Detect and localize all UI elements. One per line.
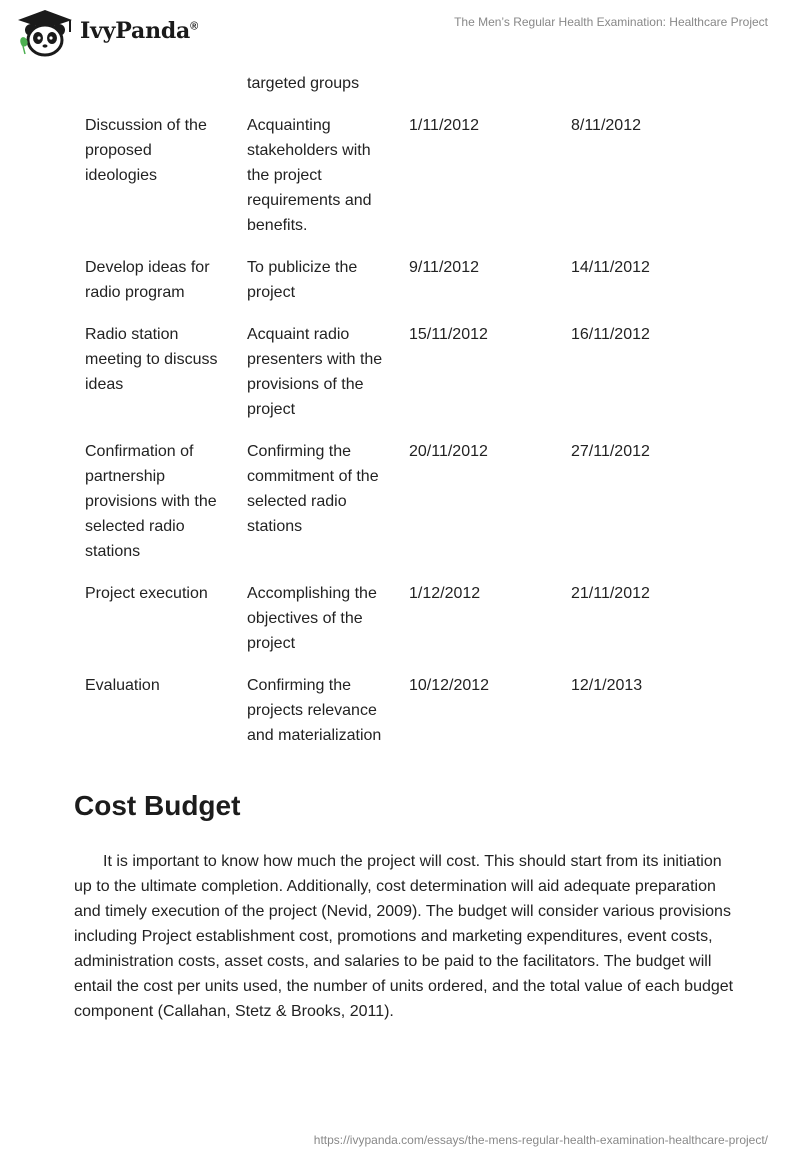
ivypanda-logo[interactable] bbox=[14, 8, 76, 58]
end-date-cell bbox=[561, 71, 735, 96]
brand-text: IvyPanda bbox=[80, 18, 191, 44]
page-header bbox=[0, 0, 800, 60]
schedule-table bbox=[75, 71, 735, 748]
end-date-cell: 14/11/2012 bbox=[571, 259, 650, 276]
purpose-cell: targeted groups bbox=[247, 75, 360, 92]
end-date-cell: 16/11/2012 bbox=[571, 326, 650, 343]
table-row bbox=[75, 113, 735, 238]
table-row-continued bbox=[75, 71, 735, 96]
activity-cell: Evaluation bbox=[85, 677, 160, 694]
registered-mark: ® bbox=[190, 20, 199, 33]
activity-cell bbox=[75, 71, 237, 96]
start-date-cell: 10/12/2012 bbox=[409, 677, 490, 694]
purpose-cell: Accomplishing the objectives of the project bbox=[247, 585, 377, 652]
activity-cell: Radio station meeting to discuss ideas bbox=[85, 326, 218, 393]
activity-cell: Project execution bbox=[85, 585, 208, 602]
start-date-cell bbox=[399, 71, 561, 96]
end-date-cell: 27/11/2012 bbox=[571, 443, 650, 460]
table-row bbox=[75, 255, 735, 305]
end-date-cell: 8/11/2012 bbox=[571, 117, 641, 134]
start-date-cell: 15/11/2012 bbox=[409, 326, 488, 343]
table-row bbox=[75, 439, 735, 564]
purpose-cell: To publicize the project bbox=[247, 259, 358, 301]
end-date-cell: 21/11/2012 bbox=[571, 585, 650, 602]
document-title: The Men’s Regular Health Examination: Healthcare Project bbox=[454, 15, 768, 29]
brand-name[interactable] bbox=[80, 18, 198, 44]
table-row bbox=[75, 581, 735, 656]
activity-cell: Develop ideas for radio program bbox=[85, 259, 210, 301]
activity-cell: Discussion of the proposed ideologies bbox=[85, 117, 207, 184]
start-date-cell: 20/11/2012 bbox=[409, 443, 488, 460]
source-url-link[interactable]: https://ivypanda.com/essays/the-mens-regular-health-examination-healthcare-project/ bbox=[313, 1133, 768, 1147]
table-row bbox=[75, 673, 735, 748]
start-date-cell: 9/11/2012 bbox=[409, 259, 479, 276]
end-date-cell: 12/1/2013 bbox=[571, 677, 643, 694]
start-date-cell: 1/12/2012 bbox=[409, 585, 481, 602]
purpose-cell: Acquaint radio presenters with the provisions of the project bbox=[247, 326, 383, 418]
body-paragraph: It is important to know how much the project will cost. This should start from its initiation up to the ultimate completion. Additionally, cost determination will aid adequate preparation and timely execution of the project (Nevid, 2009). The budget will consider various provisions including Project establishment cost, promotions and marketing expenditures, event costs, administration costs, asset costs, and salaries to be paid to the facilitators. The budget will entail the cost per units used, the number of units ordered, and the total value of each budget component (Callahan, Stetz & Brooks, 2011). bbox=[74, 853, 734, 1020]
purpose-cell: Acquainting stakeholders with the project requirements and benefits. bbox=[247, 117, 372, 234]
activity-cell: Confirmation of partnership provisions with the selected radio stations bbox=[85, 443, 217, 560]
section-heading: Cost Budget bbox=[74, 790, 241, 821]
panda-icon bbox=[14, 8, 76, 58]
start-date-cell: 1/11/2012 bbox=[409, 117, 479, 134]
table-row bbox=[75, 322, 735, 422]
purpose-cell: Confirming the commitment of the selected radio stations bbox=[247, 443, 379, 535]
purpose-cell: Confirming the projects relevance and materialization bbox=[247, 677, 382, 744]
